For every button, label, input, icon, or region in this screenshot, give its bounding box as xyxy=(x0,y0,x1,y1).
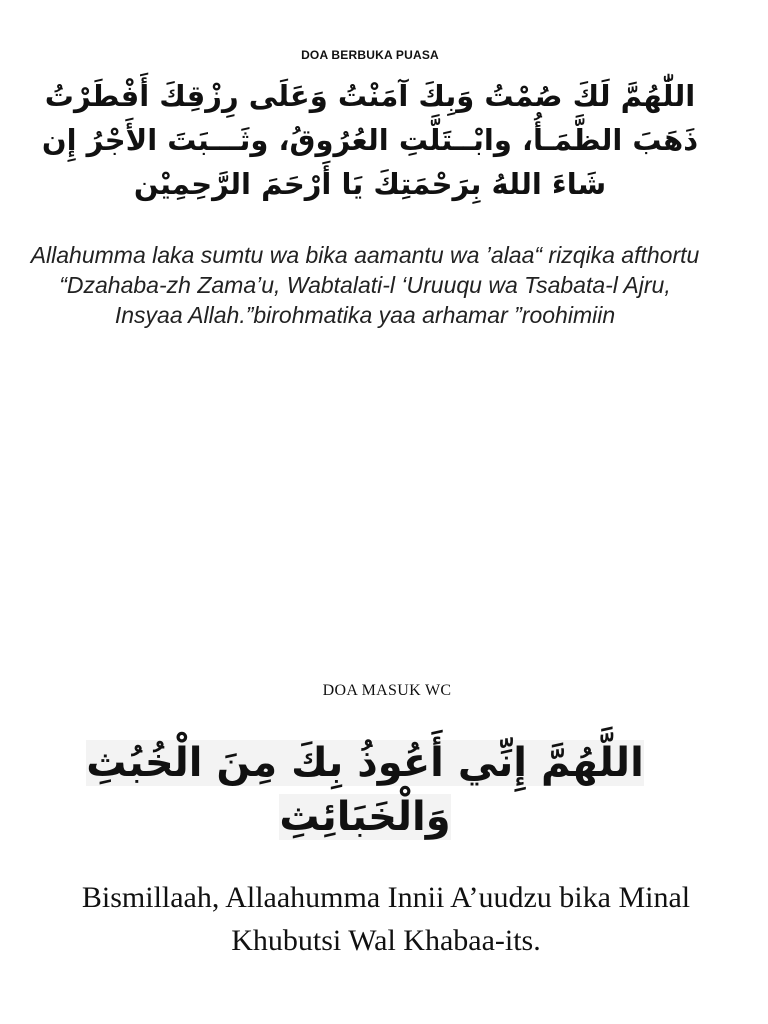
doa-berbuka-title: DOA BERBUKA PUASA xyxy=(301,48,439,62)
doa-masuk-wc-title: DOA MASUK WC xyxy=(322,682,452,699)
doa-masuk-wc-arabic-text: اللَّهُمَّ إِنِّي أَعُوذُ بِكَ مِنَ الْخُبُثِ وَالْخَبَائِثِ xyxy=(86,740,644,840)
doa-berbuka-transliteration: Allahumma laka sumtu wa bika aamantu wa ’alaa“ rizqika afthortu “Dzahaba-zh Zama’u, Wabtalati-l ‘Uruuqu wa Tsabata-l Ajru, Insyaa Allah.”birohmatika yaa arhamar ”roohimiin xyxy=(30,242,700,328)
doa-masuk-wc-arabic-block xyxy=(40,736,690,844)
doa-berbuka-arabic-text: اللّٰهُمَّ لَكَ صُمْتُ وَبِكَ آمَنْتُ وَعَلَى رِزْقِكَ أَفْطَرْتُ ذَهَبَ الظَّمَـأُ، وابْــتَلَّتِ العُرُوقُ، وثَـــبَتَ الأَجْرُ إِن شَاءَ اللهُ بِرَحْمَتِكَ يَا أَرْحَمَ الرَّحِمِيْن xyxy=(41,79,699,201)
doa-masuk-wc-transliteration: Bismillaah, Allaahumma Innii A’uudzu bika Minal Khubutsi Wal Khabaa-its. xyxy=(81,881,691,957)
